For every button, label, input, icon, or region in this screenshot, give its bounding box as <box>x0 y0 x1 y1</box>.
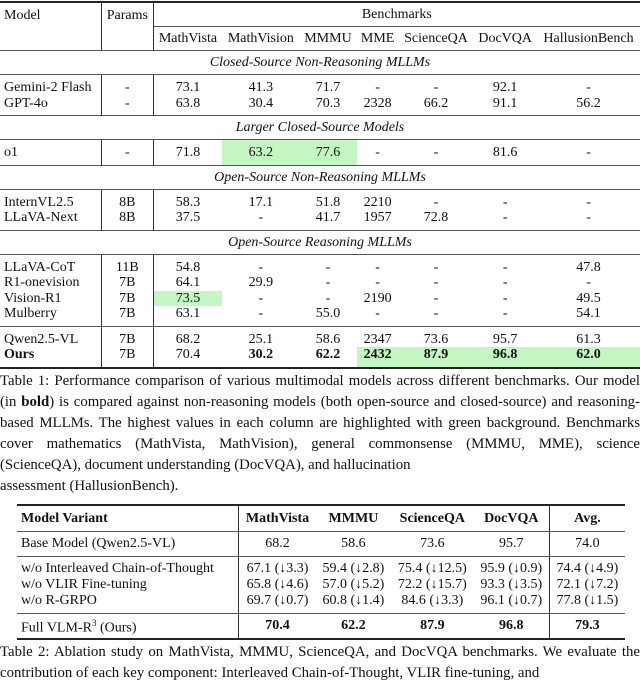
score-cell: 62.0 <box>537 347 640 368</box>
score-cell: 95.7 <box>473 326 537 347</box>
score-cell: 70.4 <box>239 613 316 639</box>
params-cell: 7B <box>102 291 154 307</box>
score-cell: 73.1 <box>175 80 201 96</box>
score-cell: 49.5 <box>576 290 601 306</box>
score-cell: 66.2 <box>423 95 449 111</box>
score-cell: 93.3 (↓3.5) <box>474 577 550 593</box>
params-cell: - <box>102 75 154 96</box>
column-header: MMMU <box>304 31 352 46</box>
params-cell: 7B <box>102 275 154 291</box>
column-header: Model Variant <box>17 505 239 532</box>
score-cell: 65.8 (↓4.6) <box>246 577 309 592</box>
score-cell: - <box>502 194 508 210</box>
score-cell: 62.2 <box>316 613 391 639</box>
score-cell: 69.7 (↓0.7) <box>246 593 309 608</box>
score-cell: 73.6 <box>391 531 474 556</box>
column-header: MathVision <box>227 31 294 46</box>
score-cell: 75.4 (↓12.5) <box>397 561 467 576</box>
params-cell: - <box>102 140 154 166</box>
score-cell: - <box>586 194 591 210</box>
model-name: LLaVA-Next <box>0 210 102 230</box>
score-cell: 2210 <box>363 194 392 210</box>
score-cell: 95.9 (↓0.9) <box>474 556 550 577</box>
score-cell: 72.2 (↓15.7) <box>397 577 467 592</box>
score-cell: 58.6 <box>299 326 356 347</box>
ablation-row <box>17 593 625 614</box>
table-row <box>0 326 640 347</box>
model-variant <box>17 613 239 639</box>
score-cell: - <box>375 275 380 291</box>
score-cell: 96.8 <box>474 613 550 639</box>
score-cell: - <box>325 275 331 291</box>
score-cell: 58.6 <box>316 531 391 556</box>
column-header: MMMU <box>316 505 391 532</box>
score-cell: 68.2 <box>153 326 222 347</box>
column-header: MathVista <box>239 505 316 532</box>
score-cell: 58.3 <box>175 194 201 210</box>
header-model: Model <box>0 2 102 51</box>
score-cell: 57.0 (↓5.2) <box>322 577 385 592</box>
score-cell: - <box>586 275 591 291</box>
model-name: LLaVA-CoT <box>0 254 102 275</box>
model-name: Mulberry <box>0 306 102 326</box>
model-name: R1-onevision <box>0 275 102 291</box>
model-name: InternVL2.5 <box>0 189 102 210</box>
score-cell: - <box>433 306 439 322</box>
score-cell: 71.7 <box>315 80 341 96</box>
params-cell: 8B <box>102 189 154 210</box>
score-cell: 2432 <box>357 347 399 368</box>
table2-caption: Table 2: Ablation study on MathVista, MMMU, ScienceQA, and DocVQA benchmarks. We evaluate the contribution of each key component: Interleaved Chain-of-Thought, VLIR fine-tuning, and <box>0 643 640 681</box>
score-cell: 63.8 <box>175 95 201 111</box>
score-cell: 92.1 <box>492 80 518 96</box>
caption-bold: bold <box>21 393 50 410</box>
score-cell: 87.9 <box>399 347 474 368</box>
table-row <box>0 291 640 307</box>
score-cell: 73.6 <box>399 326 474 347</box>
caption-label: Table 1: <box>0 372 50 389</box>
score-cell: - <box>375 80 380 96</box>
score-cell: - <box>433 145 439 161</box>
ablation-row <box>17 556 625 577</box>
score-cell: 74.0 <box>549 531 625 556</box>
score-cell: 72.8 <box>423 210 449 226</box>
model-variant: w/o R-GRPO <box>17 593 239 614</box>
column-header: Avg. <box>549 505 625 532</box>
table-row <box>0 210 640 230</box>
score-cell: - <box>258 259 264 275</box>
column-header: HallusionBench <box>543 31 634 46</box>
full-model-row <box>17 613 625 639</box>
score-cell: - <box>586 145 591 161</box>
score-cell: - <box>433 275 439 291</box>
score-cell: - <box>375 259 380 275</box>
score-cell: 63.2 <box>222 140 299 166</box>
score-cell: - <box>433 80 439 96</box>
header-benchmarks: Benchmarks <box>153 2 640 27</box>
score-cell: - <box>502 290 508 306</box>
score-cell: - <box>325 290 331 306</box>
column-header: ScienceQA <box>391 505 474 532</box>
score-cell: 96.8 <box>473 347 537 368</box>
table-row <box>0 96 640 116</box>
score-cell: 68.2 <box>239 531 316 556</box>
caption-text-rest: ) is compared against non-reasoning models (both open-source and closed-source) and reasoning-based MLLMs. The highest values in each column are highlighted with green background. Benchmarks cover mathematics (MathVista, MathVision), general commonsense (MMMU, MME), science (ScienceQA), document understanding (DocVQA), and hallucination <box>0 393 640 473</box>
score-cell: 54.1 <box>576 306 601 322</box>
column-header: ScienceQA <box>404 31 468 46</box>
score-cell: 29.9 <box>248 275 274 291</box>
score-cell: 96.1 (↓0.7) <box>474 593 550 614</box>
score-cell: 73.5 <box>153 291 222 307</box>
model-name: Qwen2.5-VL <box>0 326 102 347</box>
section-title: Larger Closed-Source Models <box>0 116 640 140</box>
model-name: Vision-R1 <box>0 291 102 307</box>
column-header: DocVQA <box>478 31 532 46</box>
model-name: Ours <box>0 347 102 368</box>
score-cell: 25.1 <box>222 326 299 347</box>
table-row <box>0 275 640 291</box>
score-cell: 37.5 <box>175 210 201 226</box>
score-cell: 47.8 <box>576 259 601 275</box>
table-row <box>0 140 640 166</box>
params-cell: 7B <box>102 306 154 326</box>
score-cell: 56.2 <box>576 95 601 111</box>
caption-text-last: assessment (HallusionBench). <box>0 477 179 494</box>
score-cell: 79.3 <box>549 613 625 639</box>
section-title: Open-Source Reasoning MLLMs <box>0 230 640 254</box>
score-cell: 61.3 <box>537 326 640 347</box>
score-cell: 55.0 <box>315 306 341 322</box>
score-cell: 41.7 <box>315 210 341 226</box>
base-row <box>17 531 625 556</box>
header-params: Params <box>102 2 154 51</box>
score-cell: 87.9 <box>391 613 474 639</box>
ablation-table <box>17 504 625 640</box>
score-cell: 60.8 (↓1.4) <box>322 593 385 608</box>
score-cell: - <box>258 290 264 306</box>
score-cell: 72.1 (↓7.2) <box>556 577 619 592</box>
table1-caption <box>0 371 640 497</box>
score-cell: - <box>375 306 380 322</box>
score-cell: 70.4 <box>175 347 201 363</box>
score-cell: 64.1 <box>175 275 201 291</box>
score-cell: 71.8 <box>175 145 201 161</box>
model-name: Full VLM-R <box>21 620 92 636</box>
score-cell: - <box>433 259 439 275</box>
model-name: Gemini-2 Flash <box>0 75 102 96</box>
table-row <box>0 75 640 96</box>
score-cell: 30.2 <box>248 347 274 363</box>
header-row <box>17 505 625 532</box>
model-name: o1 <box>0 140 102 166</box>
params-cell: 7B <box>102 347 154 368</box>
score-cell: 81.6 <box>492 145 518 161</box>
score-cell: 77.8 (↓1.5) <box>556 593 619 608</box>
score-cell: - <box>502 275 508 291</box>
score-cell: 91.1 <box>492 95 518 111</box>
score-cell: - <box>433 290 439 306</box>
model-variant: w/o VLIR Fine-tuning <box>17 577 239 593</box>
section-title: Closed-Source Non-Reasoning MLLMs <box>0 51 640 75</box>
score-cell: - <box>502 210 508 226</box>
score-cell: 2347 <box>357 326 399 347</box>
score-cell: 84.6 (↓3.3) <box>401 593 464 608</box>
score-cell: 62.2 <box>315 347 341 363</box>
score-cell: 70.3 <box>315 95 341 111</box>
section-header <box>0 230 640 254</box>
params-cell: 8B <box>102 210 154 230</box>
section-header <box>0 165 640 189</box>
params-cell: - <box>102 96 154 116</box>
score-cell: - <box>586 210 591 226</box>
model-sup: 3 <box>91 617 97 628</box>
score-cell: 63.1 <box>175 306 201 322</box>
caption-text: Performance comparison of various multimodal models across different benchmarks. Our model (in <box>0 372 640 410</box>
score-cell: 59.4 (↓2.8) <box>322 561 385 576</box>
column-header: MathVista <box>153 27 222 51</box>
table-row <box>0 254 640 275</box>
params-cell: 7B <box>102 326 154 347</box>
score-cell: 77.6 <box>299 140 356 166</box>
score-cell: 2190 <box>363 290 392 306</box>
score-cell: - <box>325 259 331 275</box>
column-header: DocVQA <box>474 505 550 532</box>
score-cell: - <box>258 210 264 226</box>
score-cell: 74.4 (↓4.9) <box>556 561 619 576</box>
score-cell: 67.1 (↓3.3) <box>246 561 309 576</box>
section-title: Open-Source Non-Reasoning MLLMs <box>0 165 640 189</box>
column-header: MME <box>360 31 395 46</box>
performance-comparison-table <box>0 1 640 369</box>
table-row <box>0 306 640 326</box>
score-cell: 2328 <box>363 95 392 111</box>
model-name: GPT-4o <box>0 96 102 116</box>
score-cell: 95.7 <box>474 531 550 556</box>
table-row <box>0 189 640 210</box>
model-variant: Base Model (Qwen2.5-VL) <box>17 531 239 556</box>
section-header <box>0 51 640 75</box>
score-cell: - <box>375 145 380 161</box>
score-cell: 41.3 <box>248 80 274 96</box>
score-cell: 51.8 <box>315 194 341 210</box>
score-cell: - <box>433 194 439 210</box>
params-cell: 11B <box>102 254 154 275</box>
score-cell: 54.8 <box>175 259 201 275</box>
table-row <box>0 347 640 368</box>
score-cell: 1957 <box>363 210 392 226</box>
model-variant: w/o Interleaved Chain-of-Thought <box>17 556 239 577</box>
score-cell: - <box>502 306 508 322</box>
score-cell: 17.1 <box>248 194 274 210</box>
model-suffix: (Ours) <box>96 620 137 636</box>
score-cell: 30.4 <box>248 95 274 111</box>
section-header <box>0 116 640 140</box>
score-cell: - <box>502 259 508 275</box>
score-cell: - <box>586 80 591 96</box>
ablation-row <box>17 577 625 593</box>
score-cell: - <box>258 306 264 322</box>
